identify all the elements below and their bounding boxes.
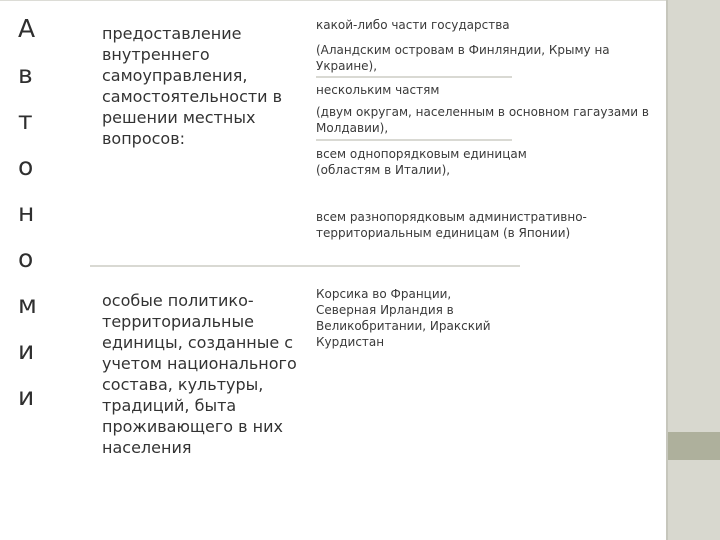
vertical-title-letter: т: [18, 106, 33, 135]
row1-item: какой-либо части государства: [316, 18, 510, 32]
row1-item: всем однопорядковым единицам (областям в Италии),: [316, 147, 527, 177]
vertical-title-letter: и: [18, 382, 35, 411]
vertical-title-letter: в: [18, 60, 33, 89]
item-separator: [316, 76, 512, 78]
row2-item: Корсика во Франции, Северная Ирландия в Великобритании, Иракский Курдистан: [316, 287, 491, 349]
vertical-title-letter: о: [18, 244, 34, 273]
row2-left-text: особые политико- территориальные единицы, созданные с учетом национального состава, культуры, традиций, быта проживающего в них населения: [102, 291, 297, 457]
top-border: [0, 0, 666, 1]
vertical-title-letter: м: [18, 290, 37, 319]
vertical-title-letter: и: [18, 336, 35, 365]
row1-item: (Аландским островам в Финляндии, Крыму на Украине),: [316, 43, 610, 73]
right-decor-accent: [668, 432, 720, 460]
row-separator: [90, 265, 520, 267]
vertical-title-letter: о: [18, 152, 34, 181]
vertical-title-letter: н: [18, 198, 35, 227]
row1-item: (двум округам, населенным в основном гагаузами в Молдавии),: [316, 105, 649, 135]
row1-item: всем разнопорядковым административно- территориальным единицам (в Японии): [316, 210, 587, 240]
item-separator: [316, 139, 512, 141]
row1-left-text: предоставление внутреннего самоуправления, самостоятельности в решении местных вопросов:: [102, 24, 283, 148]
row1-item: нескольким частям: [316, 83, 440, 97]
vertical-title-letter: А: [18, 14, 36, 43]
